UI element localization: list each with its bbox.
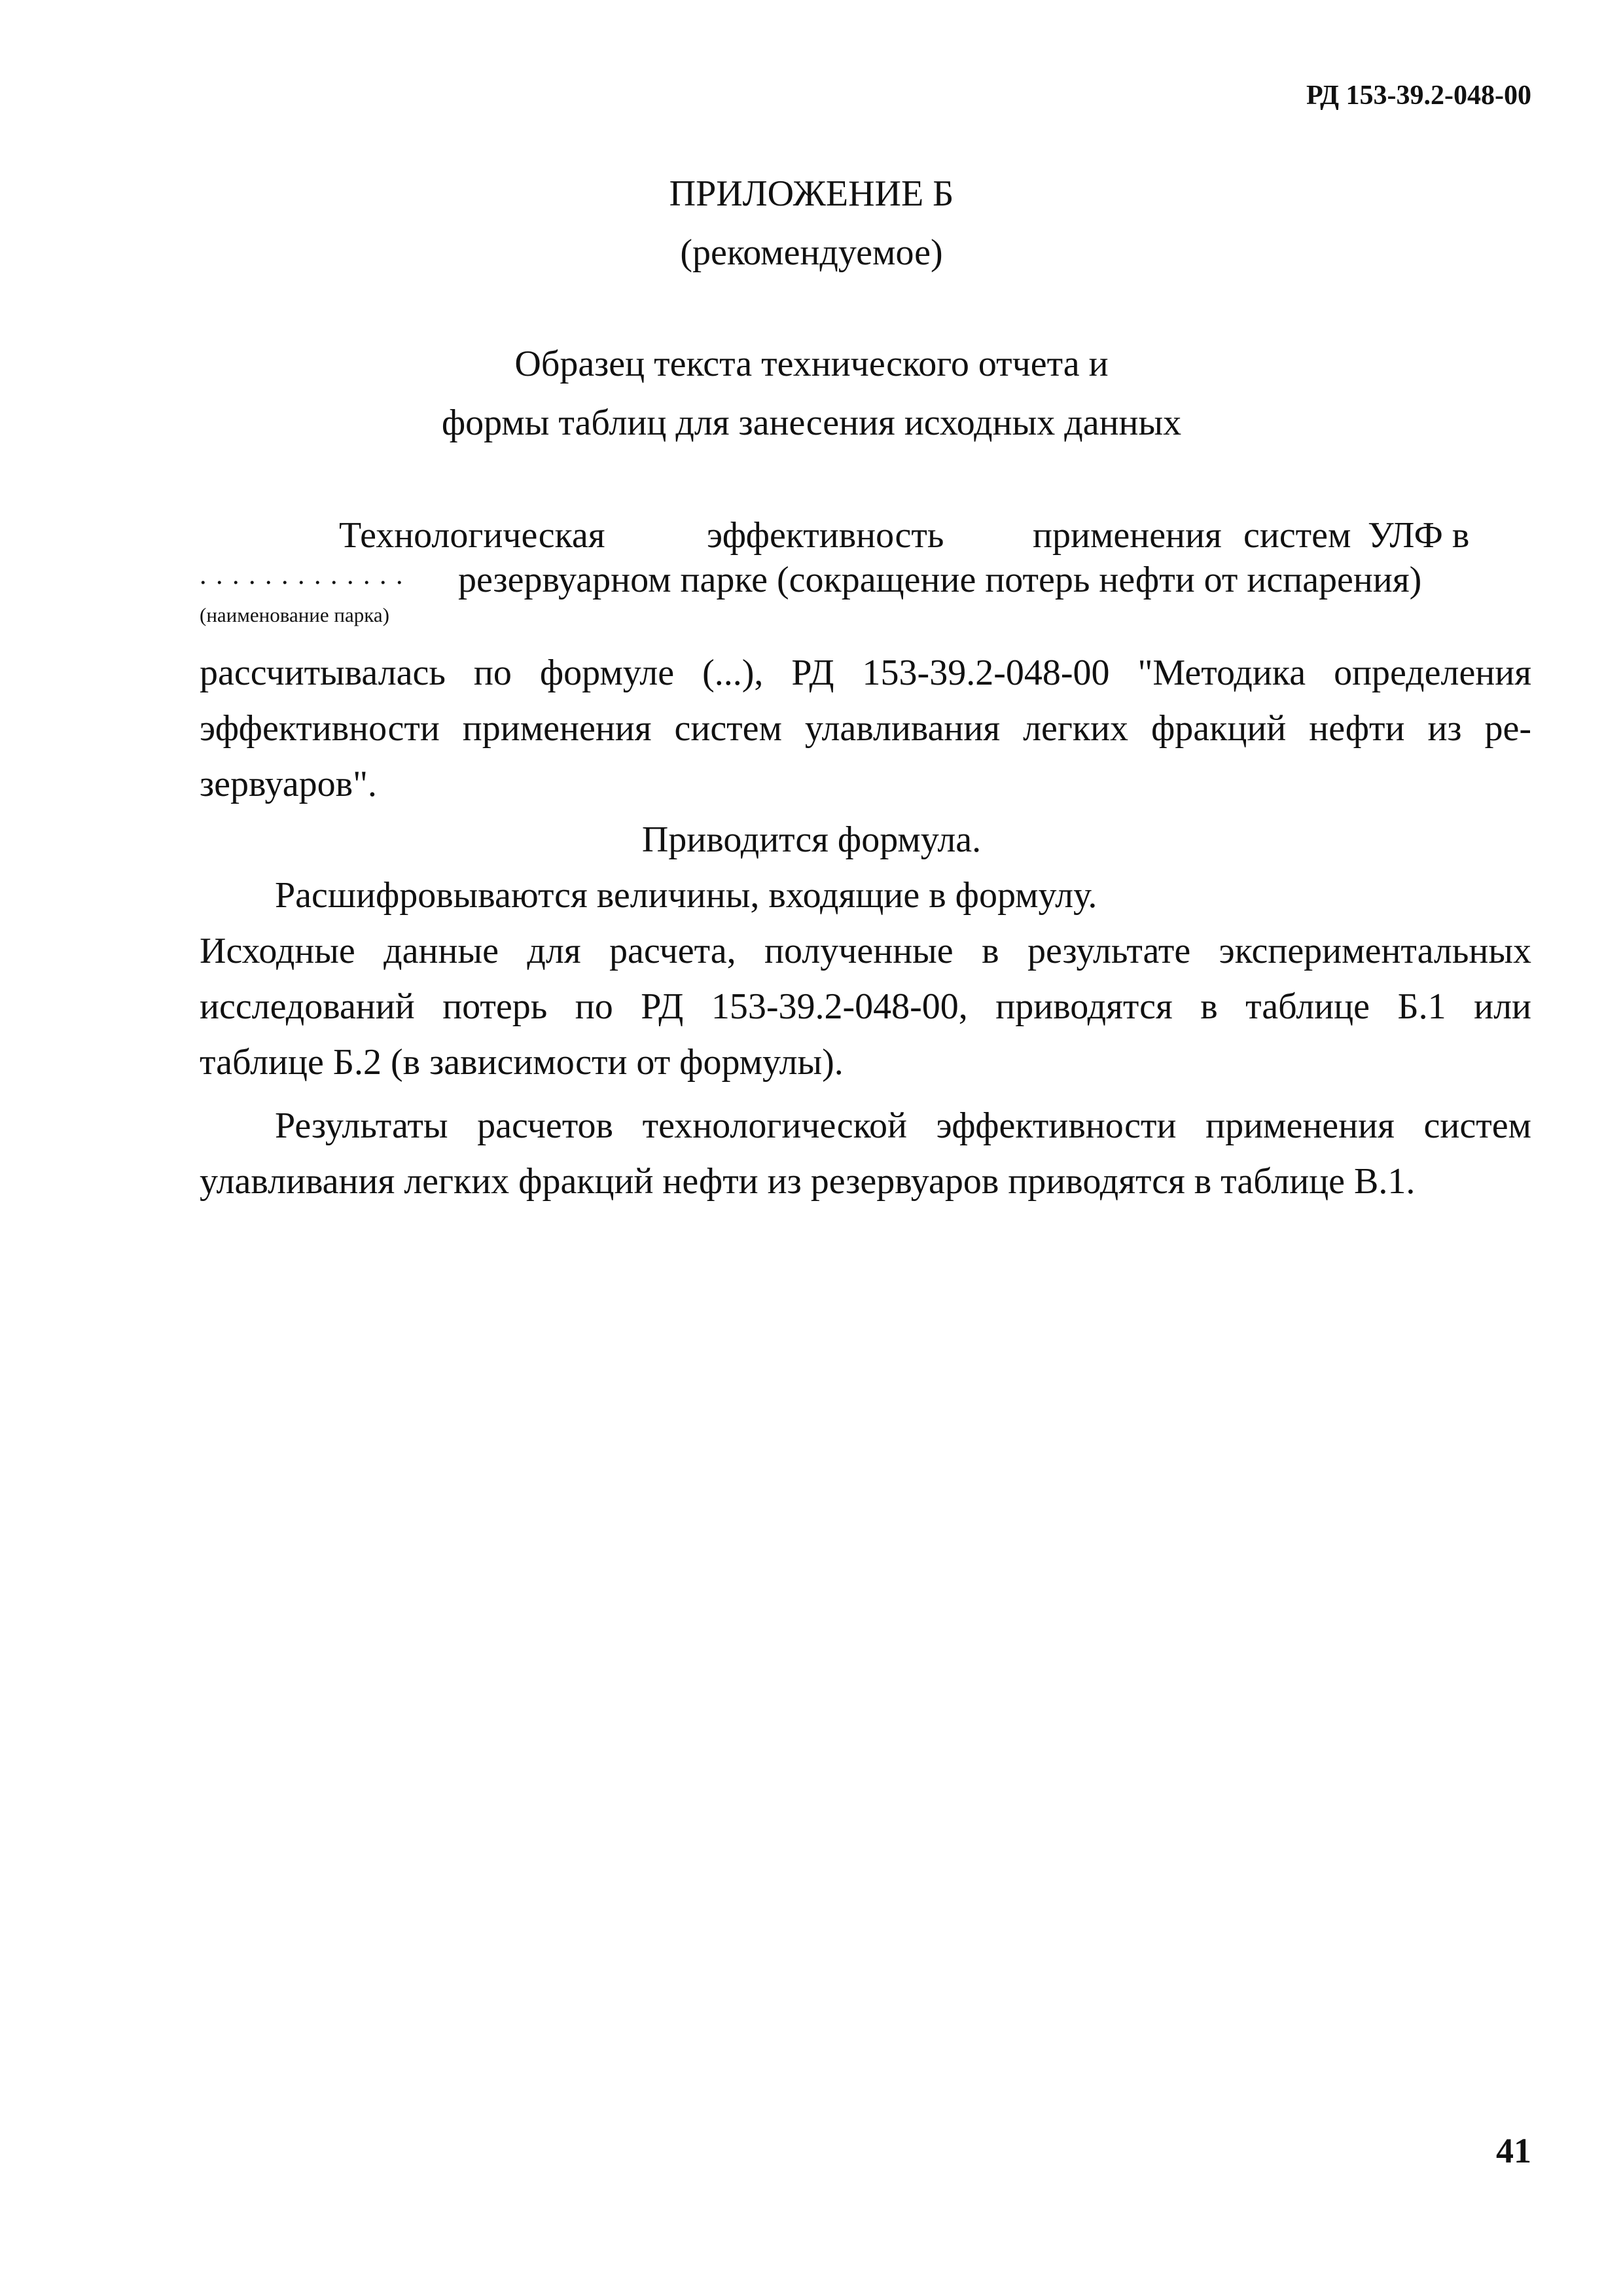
page-number: 41 xyxy=(1496,2131,1531,2170)
paragraph-2-line-2: исследований потерь по РД 153-39.2-048-00, приводятся в таблице Б.1 или xyxy=(200,986,1531,1027)
paragraph-2-line-1: Исходные данные для расчета, полученные в результате экспериментальных xyxy=(200,931,1531,971)
paragraph-2-line-3: таблице Б.2 (в зависимости от формулы). xyxy=(200,1042,844,1083)
intro-line-2: резервуарном парке (сокращение потерь нефти от испарения) xyxy=(458,560,1422,600)
values-note: Расшифровываются величины, входящие в формулу. xyxy=(275,875,1097,916)
paragraph-1-line-2: эффективности применения систем улавливания легких фракций нефти из ре- xyxy=(200,708,1531,749)
intro-word-2: эффективность xyxy=(707,515,944,556)
park-name-caption: (наименование парка) xyxy=(200,603,389,626)
paragraph-3-line-2: улавливания легких фракций нефти из резервуаров приводятся в таблице В.1. xyxy=(200,1161,1416,1202)
intro-word-1: Технологическая xyxy=(339,515,605,556)
intro-word-3: применения xyxy=(1033,515,1222,556)
paragraph-3-line-1: Результаты расчетов технологической эффективности применения систем xyxy=(275,1105,1531,1146)
intro-word-5: УЛФ в xyxy=(1368,515,1470,556)
section-heading-line-2: формы таблиц для занесения исходных данных xyxy=(441,403,1182,443)
appendix-title: ПРИЛОЖЕНИЕ Б xyxy=(669,173,954,214)
section-heading-line-1: Образец текста технического отчета и xyxy=(514,344,1109,384)
document-number: РД 153-39.2-048-00 xyxy=(1306,81,1531,111)
paragraph-1-line-3: зервуаров". xyxy=(200,764,377,804)
formula-note: Приводится формула. xyxy=(641,819,982,860)
park-name-blank: . . . . . . . . . . . . . xyxy=(200,560,404,590)
appendix-status: (рекомендуемое) xyxy=(680,232,943,273)
intro-word-4: систем xyxy=(1243,515,1351,556)
paragraph-1-line-1: рассчитывалась по формуле (...), РД 153-39.2-048-00 "Методика определения xyxy=(200,653,1531,693)
